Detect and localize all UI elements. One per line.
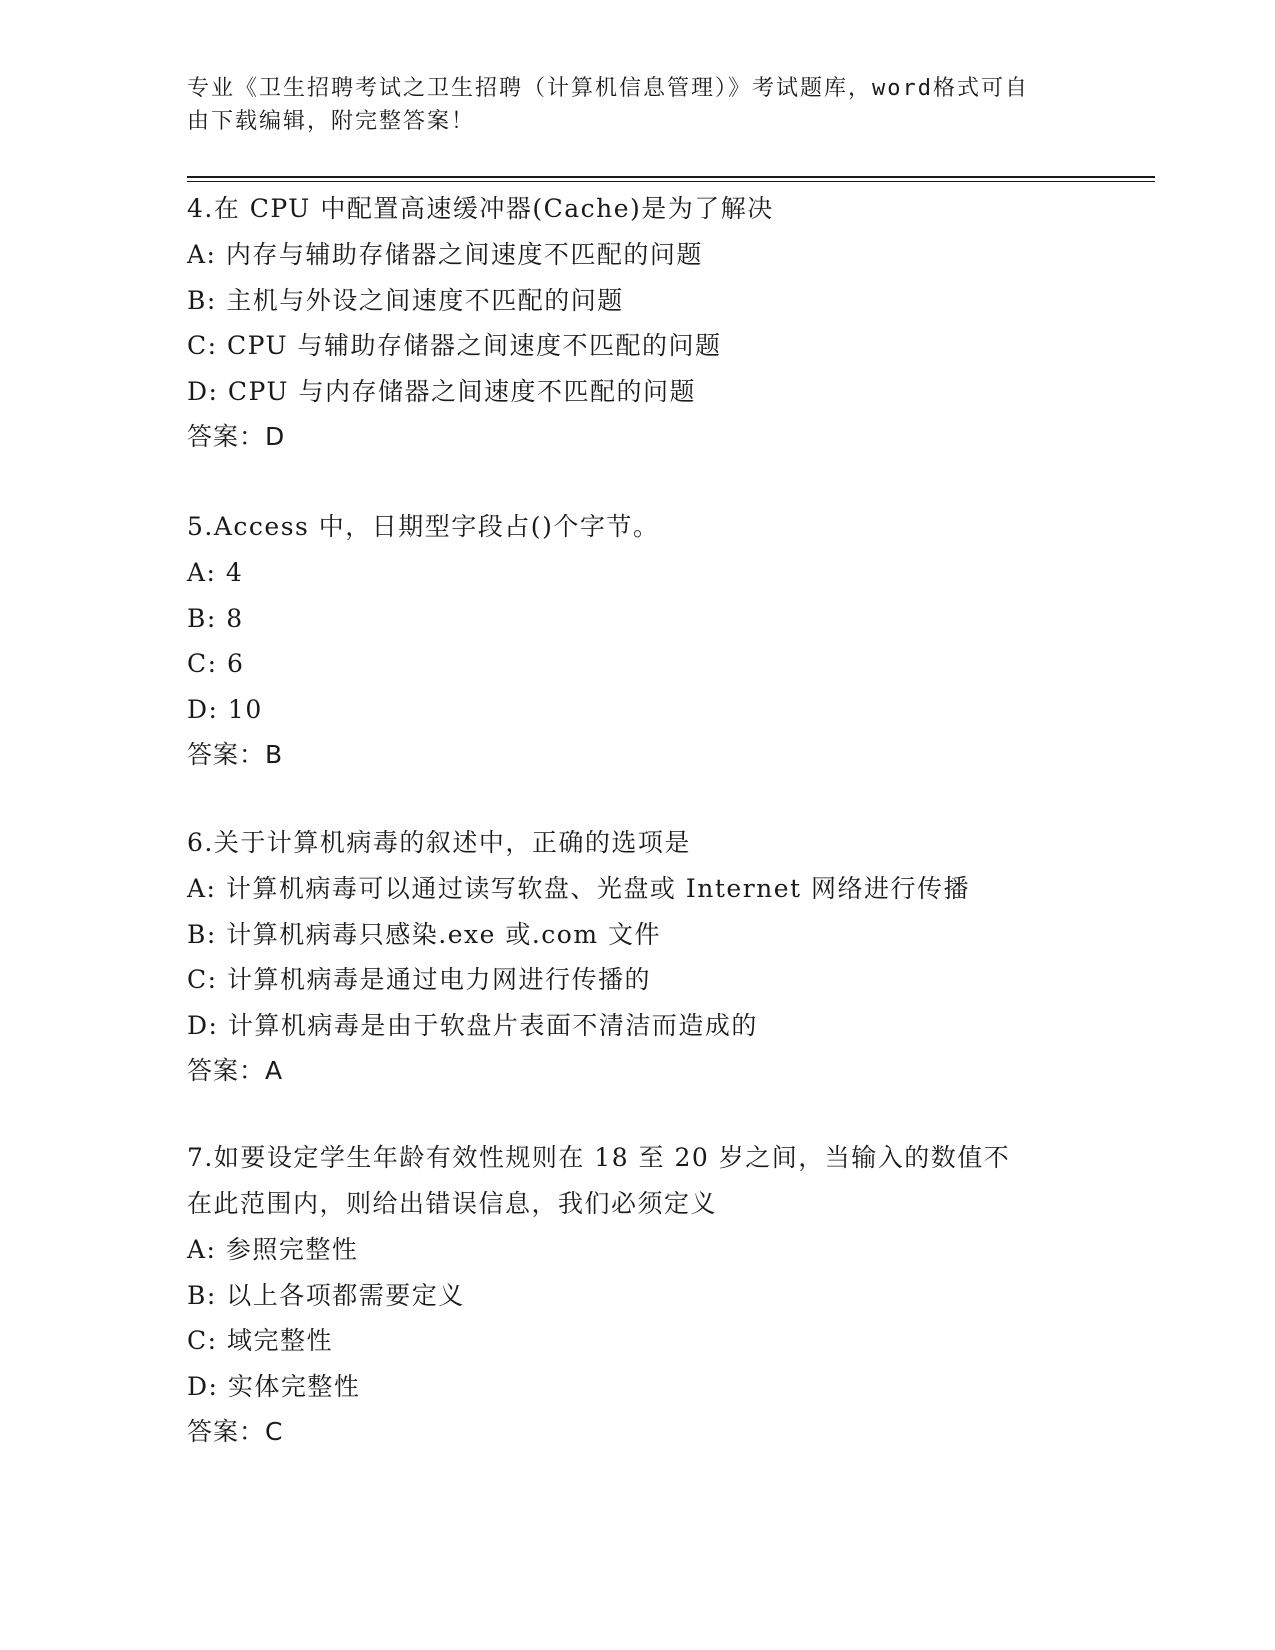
document-header bbox=[187, 72, 1067, 138]
option-b: B: 以上各项都需要定义 bbox=[187, 1280, 465, 1310]
answer: 答案：A bbox=[187, 1056, 284, 1085]
question-stem: 5.Access 中，日期型字段占()个字节。 bbox=[187, 512, 660, 541]
option-b: B: 计算机病毒只感染.exe 或.com 文件 bbox=[187, 919, 661, 949]
question-stem-line-2: 在此范围内，则给出错误信息，我们必须定义 bbox=[187, 1189, 718, 1218]
question-stem-line-1: 7.如要设定学生年龄有效性规则在 18 至 20 岁之间，当输入的数值不 bbox=[187, 1143, 1011, 1172]
option-c: C: 6 bbox=[187, 649, 245, 678]
question-7 bbox=[187, 1135, 1087, 1455]
option-d: D: CPU 与内存储器之间速度不匹配的问题 bbox=[187, 376, 696, 406]
option-a: A: 4 bbox=[187, 558, 244, 587]
option-d: D: 10 bbox=[187, 694, 263, 724]
option-b: B: 8 bbox=[187, 603, 244, 633]
option-a: A: 参照完整性 bbox=[187, 1235, 359, 1264]
option-c: C: CPU 与辅助存储器之间速度不匹配的问题 bbox=[187, 331, 722, 360]
option-d: D: 计算机病毒是由于软盘片表面不清洁而造成的 bbox=[187, 1010, 758, 1040]
header-line-2: 由下载编辑，附完整答案！ bbox=[187, 109, 476, 134]
question-5 bbox=[187, 504, 1087, 778]
question-stem: 4.在 CPU 中配置高速缓冲器(Cache)是为了解决 bbox=[187, 194, 774, 223]
header-rule-thick bbox=[187, 176, 1155, 178]
question-6 bbox=[187, 820, 1087, 1094]
option-d: D: 实体完整性 bbox=[187, 1371, 361, 1401]
question-stem: 6.关于计算机病毒的叙述中，正确的选项是 bbox=[187, 828, 691, 857]
header-line-1: 专业《卫生招聘考试之卫生招聘（计算机信息管理）》考试题库，word格式可自 bbox=[187, 76, 1029, 101]
option-a: A: 内存与辅助存储器之间速度不匹配的问题 bbox=[187, 240, 703, 269]
option-a: A: 计算机病毒可以通过读写软盘、光盘或 Internet 网络进行传播 bbox=[187, 874, 971, 903]
option-c: C: 域完整性 bbox=[187, 1326, 333, 1355]
question-4 bbox=[187, 186, 1087, 460]
option-c: C: 计算机病毒是通过电力网进行传播的 bbox=[187, 965, 651, 994]
answer: 答案：D bbox=[187, 422, 286, 451]
answer: 答案：B bbox=[187, 740, 284, 769]
header-rule-thin bbox=[187, 181, 1155, 182]
answer: 答案：C bbox=[187, 1417, 284, 1446]
option-b: B: 主机与外设之间速度不匹配的问题 bbox=[187, 285, 624, 315]
